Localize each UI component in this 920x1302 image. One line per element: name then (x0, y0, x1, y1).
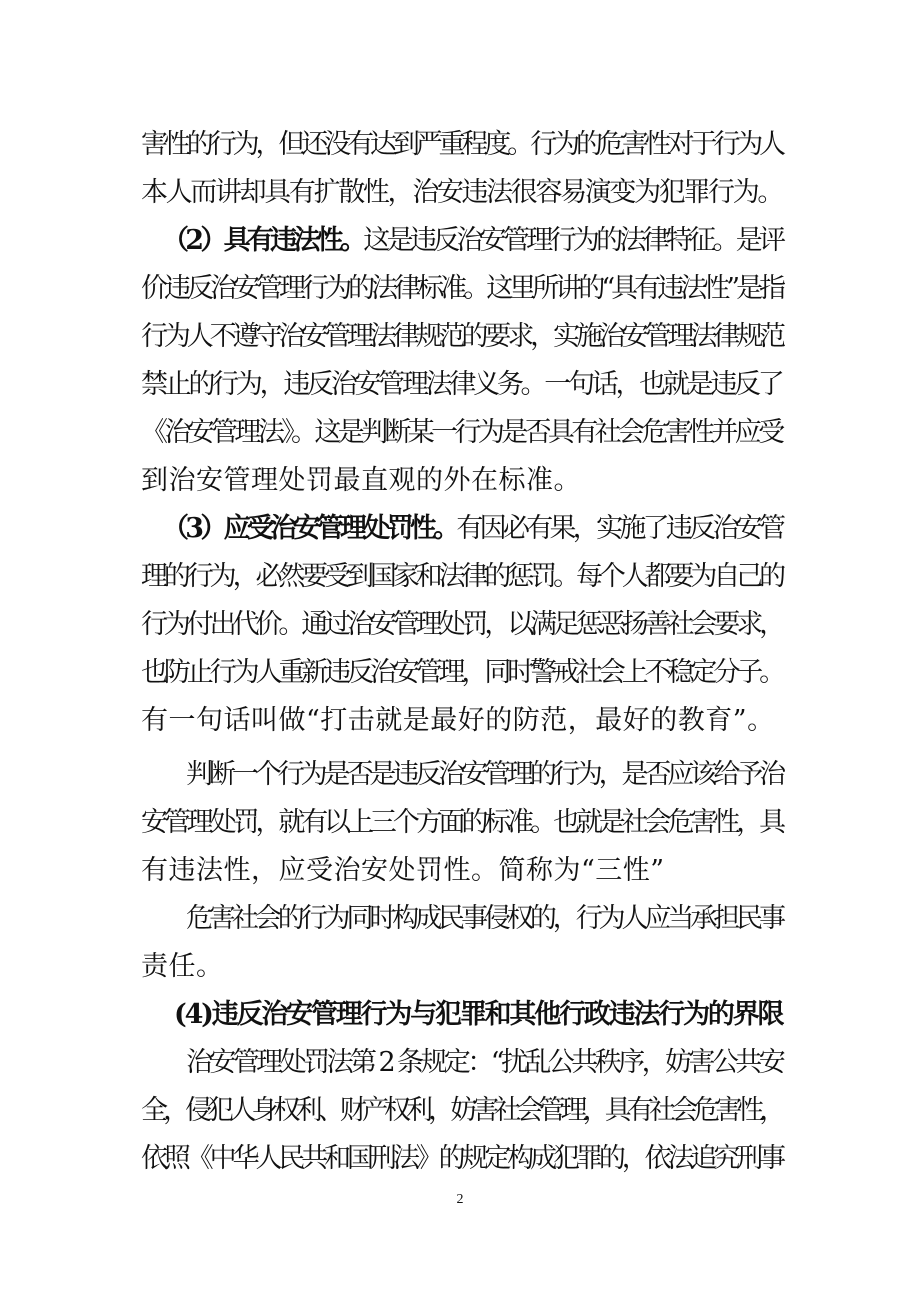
text-line: 有一句话叫做“打击就是最好的防范，最好的教育”。 (141, 705, 775, 736)
text-line: （3）应受治安管理处罚性。有因必有果，实施了违反治安管 (162, 513, 783, 544)
text-line: 行为人不遵守治安管理法律规范的要求，实施治安管理法律规范 (141, 321, 782, 352)
text-line: 到治安管理处罚最直观的外在标准。 (141, 465, 581, 496)
text-line: 全，侵犯人身权利、财产权利，妨害社会管理，具有社会危害性， (141, 1095, 782, 1126)
text-line: 安管理处罚，就有以上三个方面的标准。也就是社会危害性，具 (141, 807, 782, 838)
text-line: 本人而讲却具有扩散性，治安违法很容易演变为犯罪行为。 (141, 177, 782, 208)
text-line: 危害社会的行为同时构成民事侵权的，行为人应当承担民事 (186, 903, 782, 934)
section-heading: (4)违反治安管理行为与犯罪和其他行政违法行为的界限 (174, 999, 783, 1030)
text-line: 害性的行为，但还没有达到严重程度。行为的危害性对于行为人 (141, 129, 782, 160)
text-line: 治安管理处罚法第 2 条规定：“扰乱公共秩序，妨害公共安 (186, 1047, 783, 1078)
text-line: （2）具有违法性。这是违反治安管理行为的法律特征。是评 (162, 225, 783, 256)
text-line: 禁止的行为，违反治安管理法律义务。一句话，也就是违反了 (141, 369, 782, 400)
text-line: 价违反治安管理行为的法律标准。这里所讲的“具有违法性”是指 (141, 273, 783, 304)
text-line: 也防止行为人重新违反治安管理，同时警戒社会上不稳定分子。 (141, 657, 782, 688)
subheading: （3）应受治安管理处罚性。 (162, 513, 457, 544)
text-line: 《治安管理法》。这是判断某一行为是否具有社会危害性并应受 (141, 417, 782, 448)
text-line: 判断一个行为是否是违反治安管理的行为，是否应该给予治 (186, 759, 782, 790)
subheading: （2）具有违法性。 (162, 225, 364, 256)
text-line: 责任。 (141, 951, 224, 982)
page-number: 2 (456, 1192, 464, 1207)
text-line: 理的行为，必然要受到国家和法律的惩罚。每个人都要为自己的 (141, 561, 782, 592)
text-line: 依照《中华人民共和国刑法》的规定构成犯罪的，依法追究刑事 (141, 1143, 782, 1174)
text-line: 有违法性，应受治安处罚性。简称为“三性” (141, 855, 665, 886)
text-line: 行为付出代价。通过治安管理处罚，以满足惩恶扬善社会要求， (141, 609, 782, 640)
